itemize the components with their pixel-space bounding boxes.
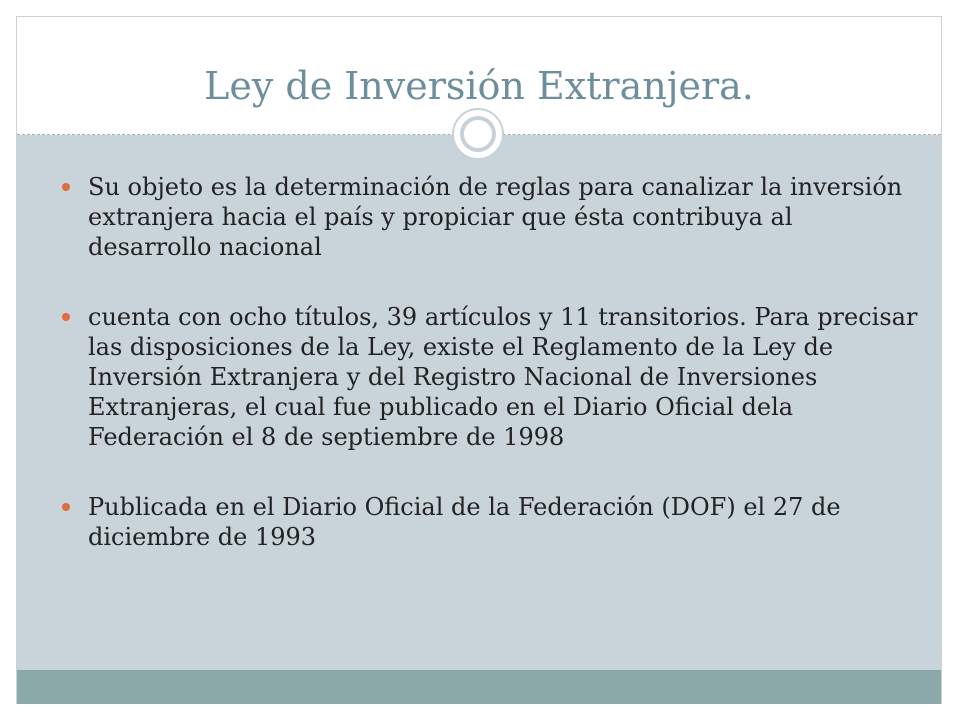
- bullet-dot-icon: [62, 503, 70, 511]
- bullet-dot-icon: [62, 313, 70, 321]
- bullet-text: Publicada en el Diario Oficial de la Federación (DOF) el 27 de diciembre de 1993: [88, 493, 841, 551]
- bullet-item: [62, 172, 922, 262]
- bullet-text: Su objeto es la determinación de reglas para canalizar la inversión extranjera hacia el país y propiciar que ésta contribuya al desarrollo nacional: [88, 173, 903, 261]
- bullet-item: [62, 302, 922, 452]
- bullet-dot-icon: [62, 183, 70, 191]
- footer-band: [17, 670, 941, 704]
- bullet-item: [62, 492, 922, 552]
- circle-ornament-icon: [452, 108, 504, 160]
- bullet-list: [62, 172, 922, 592]
- bullet-text: cuenta con ocho títulos, 39 artículos y 11 transitorios. Para precisar las disposiciones de la Ley, existe el Reglamento de la Ley de Inversión Extranjera y del Registro Nacional de Inversiones Extranjeras, el cual fue publicado en el Diario Oficial dela Federación el 8 de septiembre de 1998: [88, 303, 918, 451]
- slide-title: Ley de Inversión Extranjera.: [204, 64, 754, 108]
